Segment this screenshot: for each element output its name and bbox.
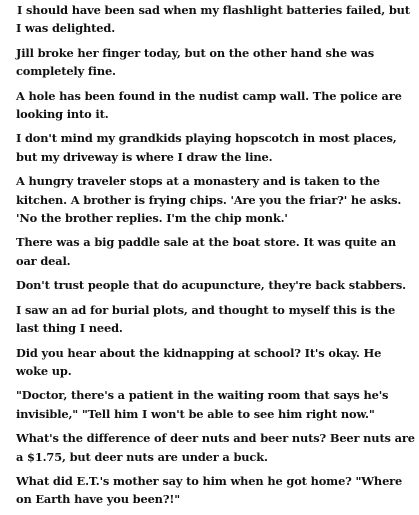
joke-flashlight: I should have been sad when my flashlight batteries failed, but I was delighted.	[16, 3, 410, 36]
joke-nudist-camp: A hole has been found in the nudist camp wall. The police are looking into it.	[16, 88, 402, 122]
joke-burial-plots: I saw an ad for burial plots, and thought to myself this is the last thing I need.	[16, 302, 396, 336]
joke-acupuncture: Don't trust people that do acupuncture, they're back stabbers.	[16, 278, 406, 293]
joke-paddle-sale: There was a big paddle sale at the boat store. It was quite an oar deal.	[16, 235, 397, 268]
joke-list	[16, 1, 416, 515]
joke-chip-monk: A hungry traveler stops at a monastery and is taken to the kitchen. A brother is frying chips. 'Are you the friar?' he asks. 'No the brother replies. I'm the chip monk.'	[16, 174, 402, 226]
joke-deer-nuts: What's the difference of deer nuts and beer nuts? Beer nuts are a $1.75, but deer nuts are under a buck.	[16, 431, 415, 464]
joke-broken-finger: Jill broke her finger today, but on the other hand she was completely fine.	[16, 45, 374, 79]
joke-et-mother: What did E.T.'s mother say to him when he got home? "Where on Earth have you been?!"	[16, 473, 403, 507]
joke-hopscotch: I don't mind my grandkids playing hopscotch in most places, but my driveway is where I draw the line.	[16, 131, 397, 164]
joke-invisible-patient: "Doctor, there's a patient in the waiting room that says he's invisible," "Tell him I won't be able to see him right now."	[16, 388, 389, 421]
joke-kidnapping: Did you hear about the kidnapping at school? It's okay. He woke up.	[16, 345, 382, 378]
